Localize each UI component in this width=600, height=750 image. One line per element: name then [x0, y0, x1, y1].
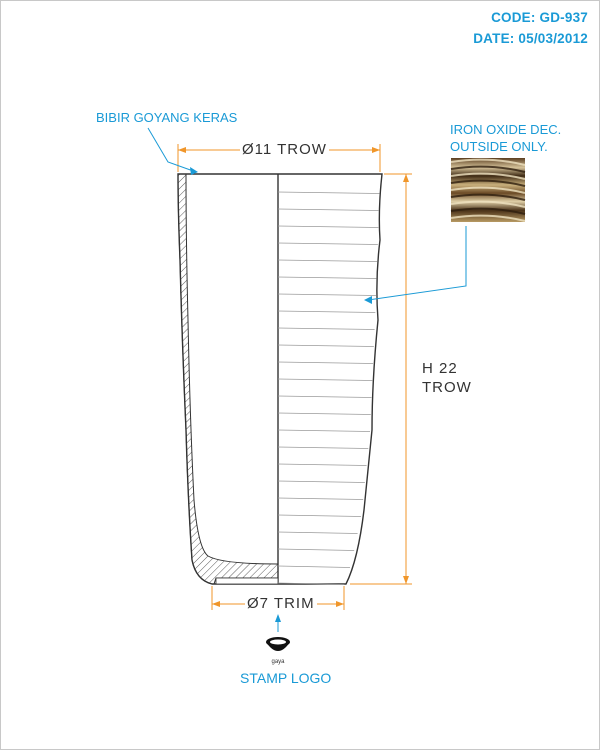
stamp-logo-icon [266, 637, 290, 651]
groove-line [278, 498, 363, 500]
groove-line [278, 396, 372, 398]
groove-line [278, 243, 378, 245]
groove-line [278, 549, 354, 551]
groove-line [278, 362, 373, 364]
groove-line [278, 413, 371, 415]
groove-line [278, 532, 358, 534]
finish-callout-line2: OUTSIDE ONLY. [450, 139, 548, 154]
groove-line [278, 566, 350, 568]
drawing-code: CODE: GD-937 [491, 10, 588, 25]
groove-line [278, 260, 377, 262]
rim-callout: BIBIR GOYANG KERAS [96, 110, 238, 125]
stamp-brand-text: gaya [271, 659, 285, 665]
wall-section-hatch [178, 174, 278, 584]
base-diameter-label: Ø7 TRIM [247, 595, 315, 612]
foot-ring [216, 578, 278, 584]
height-label-line1: H 22 [422, 360, 458, 377]
stamp-callout: STAMP LOGO [240, 670, 332, 686]
finish-leader [368, 226, 466, 300]
groove-line [278, 430, 370, 432]
finish-callout-line1: IRON OXIDE DEC. [450, 122, 562, 137]
dimension-height [350, 174, 412, 584]
groove-line [278, 345, 374, 347]
iron-oxide-swatch [451, 158, 525, 222]
groove-line [278, 481, 365, 483]
groove-line [278, 311, 375, 313]
surface-grooves [278, 192, 379, 585]
groove-line [278, 328, 375, 330]
groove-line [278, 464, 367, 466]
groove-line [278, 277, 377, 279]
top-diameter-label: Ø11 TROW [242, 141, 327, 158]
groove-line [278, 192, 379, 194]
drawing-date: DATE: 05/03/2012 [473, 31, 588, 46]
groove-line [278, 209, 379, 211]
groove-line [278, 447, 368, 449]
height-label-line2: TROW [422, 379, 472, 396]
groove-line [278, 379, 372, 381]
groove-line [278, 294, 376, 296]
groove-line [278, 226, 378, 228]
groove-line [278, 515, 361, 517]
